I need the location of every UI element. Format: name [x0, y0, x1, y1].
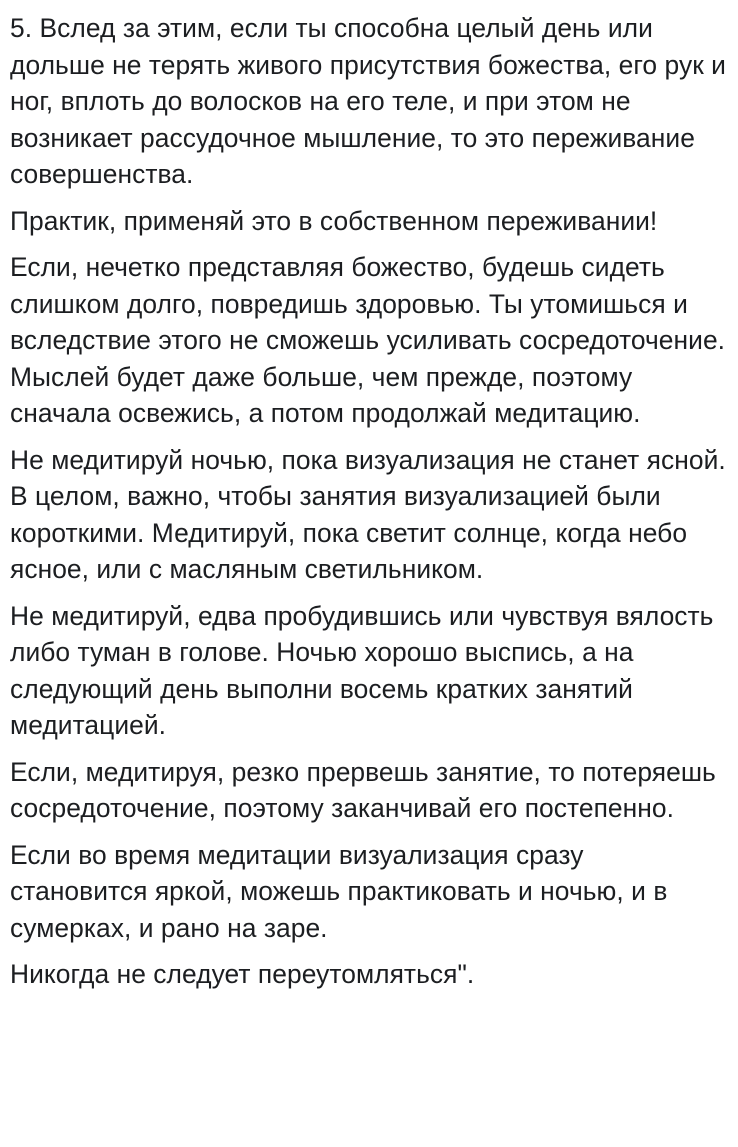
- paragraph-7: Если во время медитации визуализация сразу становится яркой, можешь практиковать и ночью, и в сумерках, и рано на заре.: [10, 839, 668, 943]
- paragraph-1: 5. Вслед за этим, если ты способна целый день или дольше не терять живого присутствия божества, его рук и ног, вплоть до волосков на его теле, и при этом не возникает рассудочное мышление, то это переживание совершенства.: [10, 13, 726, 189]
- paragraph-8: Никогда не следует переутомляться".: [10, 959, 475, 989]
- paragraph-6: Если, медитируя, резко прервешь занятие, то потеряешь сосредоточение, поэтому заканчивай его постепенно.: [10, 756, 716, 823]
- paragraph-4: Не медитируй ночью, пока визуализация не станет ясной. В целом, важно, чтобы занятия визуализацией были короткими. Медитируй, пока светит солнце, когда небо ясное, или с масляным светильником.: [10, 444, 726, 584]
- paragraph-5: Не медитируй, едва пробудившись или чувствуя вялость либо туман в голове. Ночью хорошо выспись, а на следующий день выполни восемь кратких занятий медитацией.: [10, 600, 714, 740]
- paragraph-2: Практик, применяй это в собственном переживании!: [10, 205, 658, 236]
- paragraph-3: Если, нечетко представляя божество, будешь сидеть слишком долго, повредишь здоровью. Ты утомишься и вследствие этого не сможешь усиливать сосредоточение. Мыслей будет даже больше, чем прежде, поэтому сначала освежись, а потом продолжай медитацию.: [10, 252, 726, 428]
